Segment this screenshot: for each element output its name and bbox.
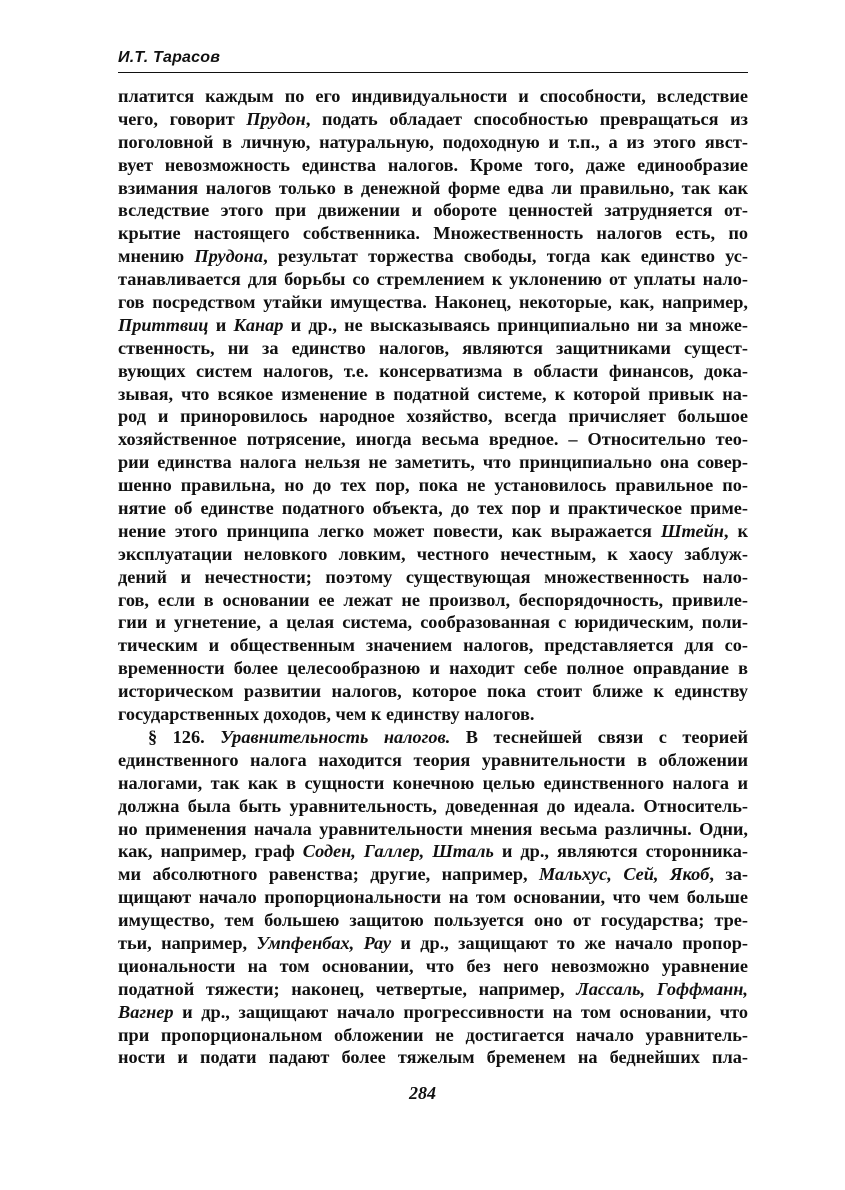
text-line: род и приноровилось народное хозяйство, всегда причисляет большое — [118, 406, 748, 427]
text-line: при пропорциональном обложении не достигается начало уравнитель- — [118, 1024, 748, 1045]
italic-name: Умпфенбах, Рау — [256, 932, 392, 953]
text-line: вследствие этого при движении и обороте ценностей затрудняется от- — [118, 200, 748, 221]
text-line: ми абсолютного равенства; другие, например, Мальхус, Сей, Якоб, за- — [118, 864, 748, 885]
text-line: платится каждым по его индивидуальности и способности, вследствие — [118, 86, 748, 106]
text-line: мнению Прудона, результат торжества свободы, тогда как единство ус- — [118, 246, 748, 267]
text-line: вующих систем налогов, т.е. консерватизма в области финансов, дока- — [118, 360, 748, 381]
text-line: зывая, что всякое изменение в податной системе, к которой привык на- — [118, 383, 748, 404]
text-line: ности и подати падают более тяжелым бременем на беднейших пла- — [118, 1047, 748, 1068]
text-line: дений и нечестности; поэтому существующая множественность нало- — [118, 566, 748, 587]
text-line: эксплуатации неловкого ловким, честного нечестным, к хаосу заблуж- — [118, 543, 748, 564]
text-line: взимания налогов только в денежной форме едва ли правильно, так как — [118, 177, 748, 198]
italic-name: Соден, Галлер, Шталь — [302, 841, 494, 862]
text-line: гии и угнетение, а целая система, сообразованная с юридическим, поли- — [118, 612, 748, 633]
italic-name: Мальхус, Сей, Якоб — [539, 864, 710, 885]
text-line: щищают начало пропорциональности на том основании, что чем больше — [118, 887, 748, 908]
text-line: налогами, так как в сущности конечною целью единственного налога и — [118, 772, 748, 793]
italic-name: Прудон — [246, 108, 306, 129]
text-line: Приттвиц и Канар и др., не высказываясь принципиально ни за множе- — [118, 314, 748, 335]
text-line: единственного налога находится теория уравнительности в обложении — [118, 749, 748, 770]
text-line: временности более целесообразною и находит себе полное оправдание в — [118, 658, 748, 679]
text-line: Вагнер и др., защищают начало прогрессивности на том основании, что — [118, 1001, 748, 1022]
text-line: циональности на том основании, что без него невозможно уравнение — [118, 955, 748, 976]
text-line: вует невозможность единства налогов. Кроме того, даже единообразие — [118, 154, 748, 175]
text-line: поголовной в личную, натуральную, подоходную и т.п., а из этого явст- — [118, 131, 748, 152]
text-line: государственных доходов, чем к единству налогов. — [118, 704, 535, 725]
text-line: хозяйственное потрясение, иногда весьма вредное. – Относительно тео- — [118, 429, 748, 450]
italic-name: Вагнер — [118, 1001, 174, 1022]
text-line: нение этого принципа легко может повести, как выражается Штейн, к — [118, 520, 748, 541]
text-line: податной тяжести; наконец, четвертые, например, Лассаль, Гоффманн, — [118, 978, 748, 999]
text-line: нятие об единстве податного объекта, до тех пор и практическое приме- — [118, 498, 748, 519]
text-line: тическим и общественным значением налогов, представляется для со- — [118, 635, 748, 656]
text-line: должна была быть уравнительность, доведенная до идеала. Относитель- — [118, 795, 748, 816]
running-head — [118, 48, 748, 73]
author-name: И.Т. Тарасов — [118, 49, 221, 66]
text-line: рии единства налога нельзя не заметить, что принципиально она совер- — [118, 452, 748, 473]
text-line: имущество, тем большею защитою пользуется оно от государства; тре- — [118, 910, 748, 931]
page-number: 284 — [409, 1083, 436, 1103]
italic-name: Лассаль, Гоффманн, — [576, 978, 748, 999]
text-line: ственность, ни за единство налогов, являются защитниками сущест- — [118, 337, 748, 358]
text-line: историческом развитии налогов, которое пока стоит ближе к единству — [118, 681, 748, 702]
text-line: § 126. Уравнительность налогов. В теснейшей связи с теорией — [148, 726, 748, 747]
body-text — [118, 85, 748, 1069]
text-line: танавливается для борьбы со стремлением к уклонению от уплаты нало- — [118, 269, 748, 290]
italic-name: Канар — [233, 314, 284, 335]
text-line: гов, если в основании ее лежат не произвол, беспорядочность, привиле- — [118, 589, 748, 610]
italic-name: Приттвиц — [118, 314, 209, 335]
text-line: как, например, граф Соден, Галлер, Шталь и др., являются сторонника- — [118, 841, 748, 862]
italic-name: Штейн — [660, 520, 724, 541]
text-line: но применения начала уравнительности мнения весьма различны. Одни, — [118, 818, 748, 839]
italic-name: Уравнительность налогов. — [220, 726, 451, 747]
text-line: шенно правильна, но до тех пор, пока не установилось правильное по- — [118, 475, 748, 496]
text-line: чего, говорит Прудон, подать обладает способностью превращаться из — [118, 108, 748, 129]
text-line: крытие настоящего собственника. Множественность налогов есть, по — [118, 223, 748, 244]
text-line: тьи, например, Умпфенбах, Рау и др., защищают то же начало пропор- — [118, 932, 748, 953]
text-line: гов посредством утайки имущества. Наконец, некоторые, как, например, — [118, 292, 748, 313]
italic-name: Прудона — [194, 246, 264, 267]
